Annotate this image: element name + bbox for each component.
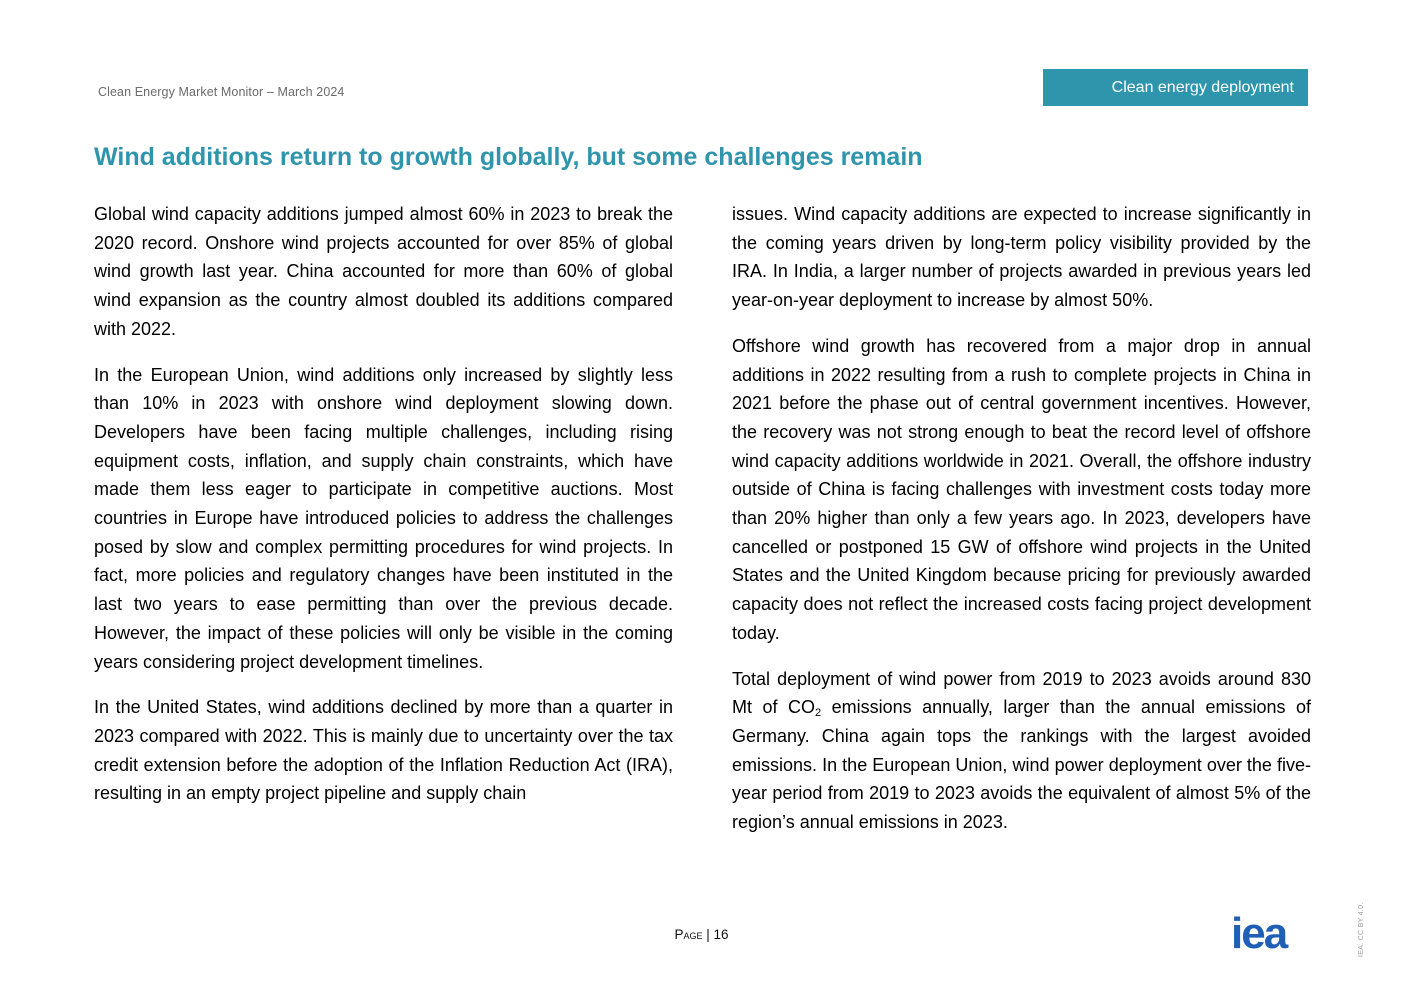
section-tab	[1043, 69, 1308, 106]
paragraph-european-union: In the European Union, wind additions only increased by slightly less than 10% in 2023 with onshore wind deployment slowing down. Developers have been facing multiple challenges, including rising equipment costs, inflation, and supply chain constraints, which have made them less eager to participate in competitive auctions. Most countries in Europe have introduced policies to address the challenges posed by slow and complex permitting procedures for wind projects. In fact, more policies and regulatory changes have been instituted in the last two years to ease permitting than over the previous decade. However, the impact of these policies will only be visible in the coming years considering project development timelines.	[94, 364, 673, 672]
emissions-text-part2: emissions annually, larger than the annual emissions of Germany. China again tops the rankings with the largest avoided emissions. In the European Union, wind power deployment over the five-year period from 2019 to 2023 avoids the equivalent of almost 5% of the region’s annual emissions in 2023.	[732, 697, 1311, 833]
page-title: Wind additions return to growth globally, but some challenges remain	[94, 143, 923, 171]
paragraph-united-states: In the United States, wind additions declined by more than a quarter in 2023 compared with 2022. This is mainly due to uncertainty over the tax credit extension before the adoption of the Inflation Reduction Act (IRA), resulting in an empty project pipeline and supply chain	[94, 697, 673, 804]
page-word: Page	[674, 927, 703, 942]
co2-subscript: 2	[815, 707, 822, 720]
paragraph-us-india: issues. Wind capacity additions are expected to increase significantly in the coming years driven by long-term policy visibility provided by the IRA. In India, a larger number of projects awarded in previous years led year-on-year deployment to increase by almost 50%.	[732, 204, 1311, 311]
left-column	[94, 200, 673, 825]
paragraph-avoided-emissions	[732, 665, 1311, 837]
paragraph-global-wind: Global wind capacity additions jumped almost 60% in 2023 to break the 2020 record. Onshore wind projects accounted for over 85% of global wind growth last year. China accounted for more than 60% of global wind expansion as the country almost doubled its additions compared with 2022.	[94, 204, 673, 339]
section-tab-label: Clean energy deployment	[1111, 78, 1294, 96]
page-number: 16	[713, 927, 729, 942]
right-column	[732, 200, 1311, 854]
page-separator: |	[706, 927, 710, 942]
emissions-text-part1: Total deployment of wind power from 2019 to 2023 avoids around 830 Mt of CO	[732, 668, 1311, 718]
license-notice: IEA. CC BY 4.0.	[1358, 902, 1365, 957]
page-footer	[0, 927, 1403, 942]
publication-title: Clean Energy Market Monitor – March 2024	[98, 85, 345, 99]
paragraph-offshore-wind: Offshore wind growth has recovered from a major drop in annual additions in 2022 resulting from a rush to complete projects in China in 2021 before the phase out of central government incentives. However, the recovery was not strong enough to beat the record level of offshore wind capacity additions worldwide in 2021. Overall, the offshore industry outside of China is facing challenges with investment costs today more than 20% higher than only a few years ago. In 2023, developers have cancelled or postponed 15 GW of offshore wind projects in the United States and the United Kingdom because pricing for previously awarded capacity does not reflect the increased costs facing project development today.	[732, 335, 1311, 643]
iea-logo-icon	[1231, 915, 1311, 951]
iea-logo-text: iea	[1231, 915, 1287, 951]
